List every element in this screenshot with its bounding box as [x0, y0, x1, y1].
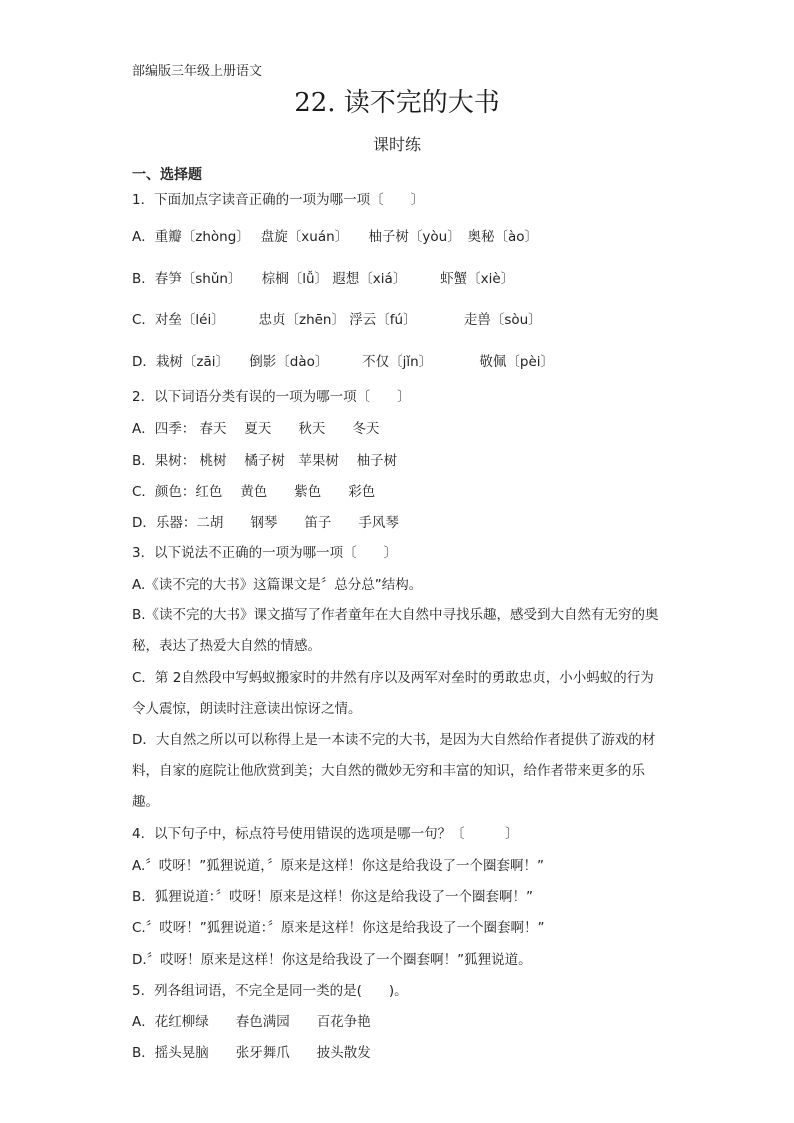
- lesson-title: 22. 读不完的大书: [294, 88, 500, 118]
- question-1-stem: 1．下面加点字读音正确的一项为哪一项〔 〕: [132, 192, 425, 208]
- question-4-option-c: C.〞哎呀！”狐狸说道：〞原来是这样！你这是给我设了一个圈套啊！”: [132, 920, 545, 936]
- question-2-option-b: B．果树： 桃树 橘子树 苹果树 柚子树: [132, 453, 398, 469]
- grade-header: 部编版三年级上册语文: [132, 64, 263, 79]
- question-2-stem: 2．以下词语分类有误的一项为哪一项〔 〕: [132, 389, 411, 405]
- question-4-option-b: B．狐狸说道：〞哎呀！原来是这样！你这是给我设了一个圈套啊！”: [132, 889, 534, 905]
- question-5-option-a: A．花红柳绿 春色满园 百花争艳: [132, 1014, 371, 1030]
- question-4-option-a: A.〞哎呀！”狐狸说道，〞原来是这样！你这是给我设了一个圈套啊！”: [132, 858, 545, 874]
- question-1-option-d: D．栽树〔zāi〕 倒影〔dào〕 不仅〔jǐn〕 敬佩〔pèi〕: [132, 354, 555, 370]
- question-4-stem: 4．以下句子中，标点符号使用错误的选项是哪一句？〔 〕: [132, 826, 519, 842]
- lesson-subtitle: 课时练: [372, 135, 421, 154]
- question-5-option-b: B．摇头晃脑 张牙舞爪 披头散发: [132, 1045, 371, 1061]
- question-2-option-c: C．颜色：红色 黄色 紫色 彩色: [132, 484, 376, 500]
- question-3-stem: 3．以下说法不正确的一项为哪一项〔 〕: [132, 545, 398, 561]
- question-3-option-d: D．大自然之所以可以称得上是一本读不完的大书，是因为大自然给作者提供了游戏的材料，自家的庭院让他欣赏到美；大自然的微妙无穷和丰富的知识，给作者带来更多的乐趣。: [132, 732, 656, 810]
- question-3-option-b: B.《读不完的大书》课文描写了作者童年在大自然中寻找乐趣，感受到大自然有无穷的奥秘，表达了热爱大自然的情感。: [132, 607, 659, 654]
- section-heading: 一、选择题: [132, 167, 202, 183]
- question-4-option-d: D.〞哎呀！原来是这样！你这是给我设了一个圈套啊！”狐狸说道。: [132, 952, 532, 968]
- question-1-option-c: C．对垒〔léi〕 忠贞〔zhēn〕 浮云〔fú〕 走兽〔sòu〕: [132, 312, 542, 328]
- question-1-option-b: B．春笋〔shǔn〕 棕榈〔lǚ〕 遐想〔xiá〕 虾蟹〔xiè〕: [132, 271, 515, 287]
- question-2-option-d: D．乐器：二胡 钢琴 笛子 手风琴: [132, 515, 399, 531]
- question-3-option-a: A.《读不完的大书》这篇课文是〞总分总”结构。: [132, 577, 423, 593]
- question-3-option-c: C．第 2自然段中写蚂蚁搬家时的井然有序以及两军对垒时的勇敢忠贞，小小蚂蚁的行为令人震惊，朗读时注意读出惊讶之情。: [132, 670, 654, 717]
- question-2-option-a: A．四季： 春天 夏天 秋天 冬天: [132, 421, 380, 437]
- question-5-stem: 5．列各组词语，不完全是同一类的是( )。: [132, 983, 408, 999]
- question-1-option-a: A．重瓣〔zhòng〕 盘旋〔xuán〕 柚子树〔yòu〕 奥秘〔ào〕: [132, 229, 539, 245]
